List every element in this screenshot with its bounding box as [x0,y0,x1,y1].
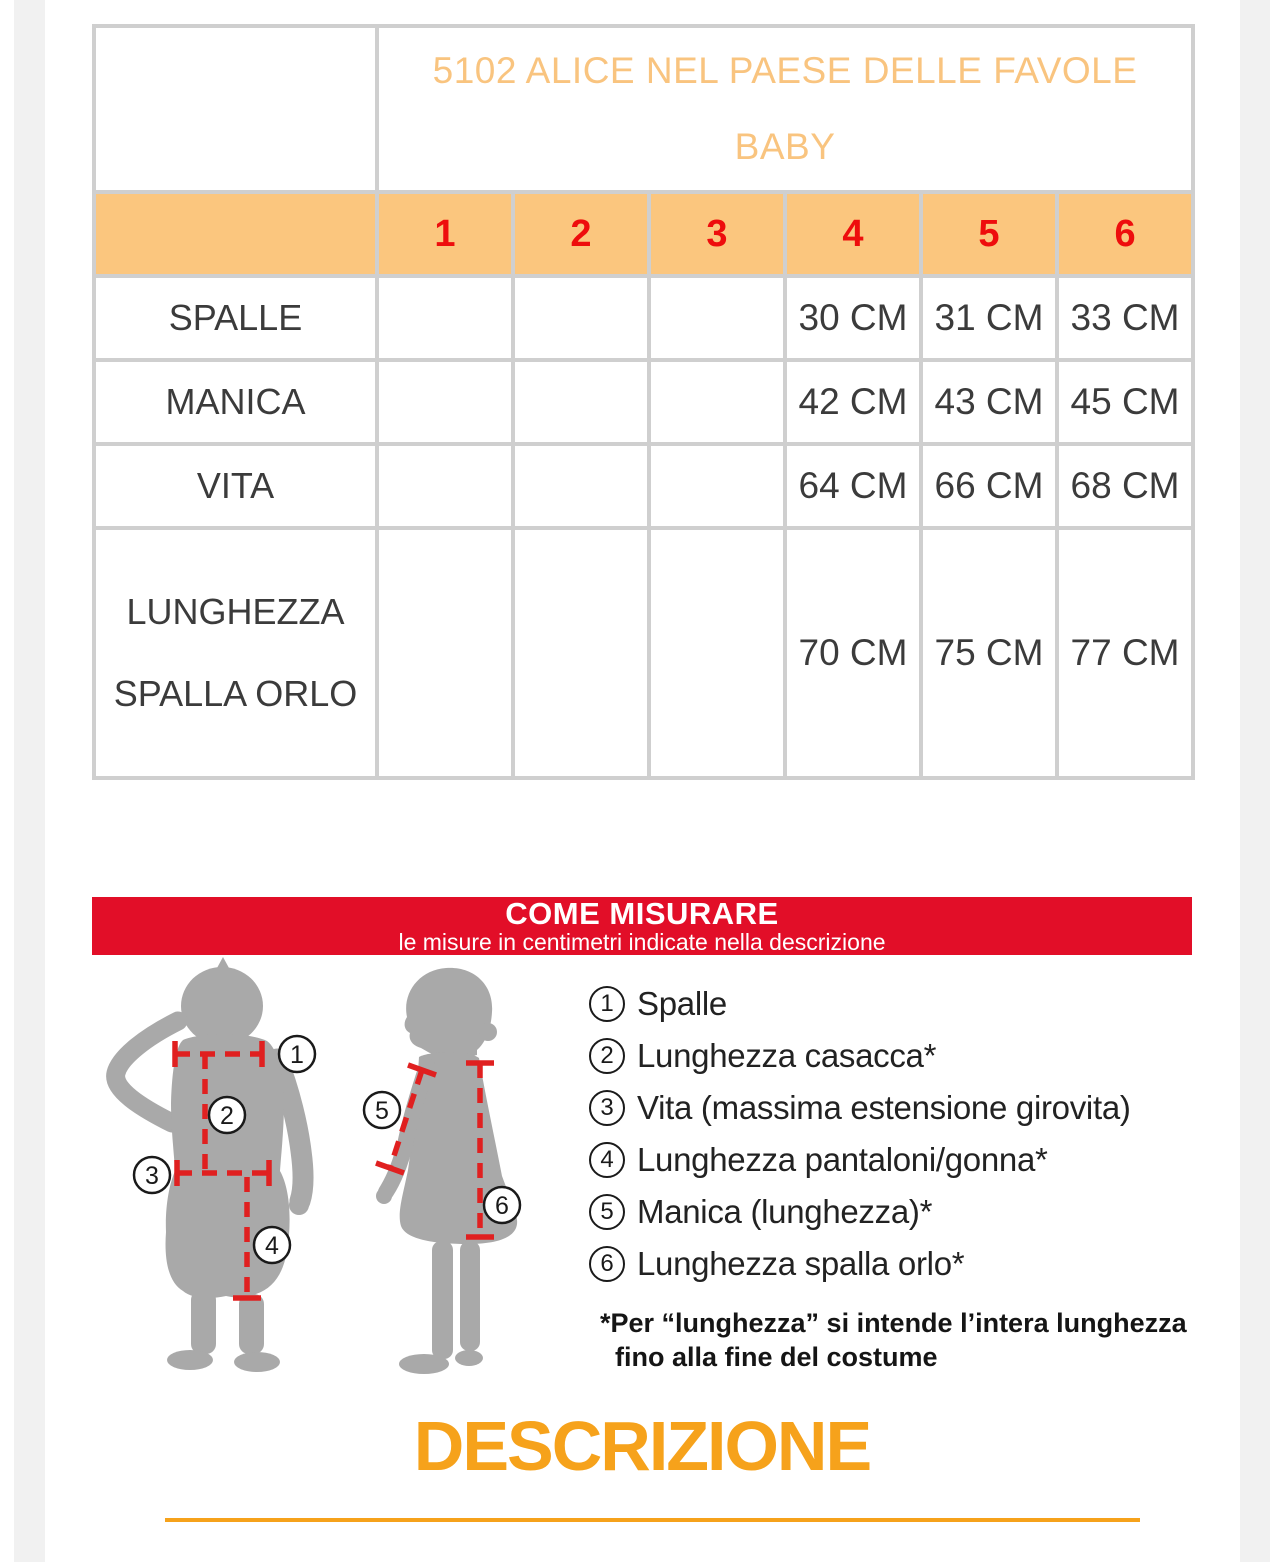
legend-number-badge: 6 [589,1246,625,1282]
descrizione-divider [165,1518,1140,1522]
empty-black-cell [377,444,513,528]
measurement-value-cell: 31 CM [921,276,1057,360]
row-label-vita: VITA [94,444,377,528]
empty-black-cell [377,528,513,778]
measure-footnote [600,1306,1187,1374]
table-title-row [94,26,1193,192]
legend-number-badge: 4 [589,1142,625,1178]
marker-circle-3 [134,1157,170,1193]
legend-label: Lunghezza pantaloni/gonna* [637,1141,1048,1178]
come-misurare-banner [92,897,1192,955]
empty-black-cell [513,528,649,778]
legend-number-badge: 5 [589,1194,625,1230]
empty-black-cell [513,276,649,360]
measurement-value-cell: 70 CM [785,528,921,778]
size-header-5: 5 [921,192,1057,276]
table-row-lunghezza-spalla-orlo [94,528,1193,778]
empty-black-cell [377,360,513,444]
size-header-empty [94,192,377,276]
empty-black-cell [513,360,649,444]
product-title-line1: 5102 ALICE NEL PAESE DELLE FAVOLE [432,50,1138,91]
marker-circle-5 [364,1092,400,1128]
empty-black-cell [649,444,785,528]
footnote-line2: fino alla fine del costume [615,1342,938,1372]
size-header-3: 3 [649,192,785,276]
table-row-manica [94,360,1193,444]
measurement-value-cell: 75 CM [921,528,1057,778]
table-corner-cell [94,26,377,192]
legend-item-2 [589,1038,1209,1074]
legend-label: Lunghezza spalla orlo* [637,1245,965,1282]
page-edge-stripe-right [1240,0,1270,1562]
empty-black-cell [649,528,785,778]
measurement-value-cell: 30 CM [785,276,921,360]
empty-black-cell [649,360,785,444]
size-header-6: 6 [1057,192,1193,276]
legend-item-1 [589,986,1209,1022]
measurement-value-cell: 43 CM [921,360,1057,444]
row-label-spalle: SPALLE [94,276,377,360]
size-header-4: 4 [785,192,921,276]
size-header-row [94,192,1193,276]
footnote-line1: *Per “lunghezza” si intende l’intera lunghezza [600,1308,1187,1338]
legend-item-5 [589,1194,1209,1230]
svg-text:6: 6 [495,1192,509,1220]
descrizione-heading: DESCRIZIONE [413,1407,871,1485]
legend-number-badge: 3 [589,1090,625,1126]
svg-text:4: 4 [265,1232,279,1260]
marker-circle-2 [209,1097,245,1133]
legend-label: Manica (lunghezza)* [637,1193,933,1230]
legend-item-6 [589,1246,1209,1282]
svg-text:5: 5 [375,1097,389,1125]
table-row-spalle [94,276,1193,360]
measurement-value-cell: 45 CM [1057,360,1193,444]
measurement-value-cell: 64 CM [785,444,921,528]
row-label-manica: MANICA [94,360,377,444]
measurement-value-cell: 68 CM [1057,444,1193,528]
legend-number-badge: 1 [589,986,625,1022]
empty-black-cell [377,276,513,360]
empty-black-cell [513,444,649,528]
banner-title: COME MISURARE [505,896,779,931]
svg-text:3: 3 [145,1162,159,1190]
table-row-vita [94,444,1193,528]
measurement-value-cell: 42 CM [785,360,921,444]
marker-circle-4 [254,1227,290,1263]
measurement-value-cell: 66 CM [921,444,1057,528]
measurement-diagram [88,955,588,1385]
size-header-1: 1 [377,192,513,276]
legend-label: Lunghezza casacca* [637,1037,937,1074]
size-table [92,24,1195,780]
product-title-line2: BABY [734,126,836,167]
measurement-value-cell: 33 CM [1057,276,1193,360]
legend-item-3 [589,1090,1209,1126]
size-header-2: 2 [513,192,649,276]
banner-subtitle: le misure in centimetri indicate nella descrizione [398,929,886,955]
page-edge-stripe-left [14,0,45,1562]
svg-text:2: 2 [220,1102,234,1130]
product-title-cell [377,26,1193,192]
marker-circle-1 [279,1036,315,1072]
measure-legend [589,986,1209,1298]
legend-number-badge: 2 [589,1038,625,1074]
legend-label: Spalle [637,985,727,1022]
empty-black-cell [649,276,785,360]
legend-item-4 [589,1142,1209,1178]
measurement-value-cell: 77 CM [1057,528,1193,778]
marker-circle-6 [484,1187,520,1223]
svg-text:1: 1 [290,1041,304,1069]
legend-label: Vita (massima estensione girovita) [637,1089,1131,1126]
row-label-lunghezza-spalla-orlo: LUNGHEZZA SPALLA ORLO [94,528,377,778]
